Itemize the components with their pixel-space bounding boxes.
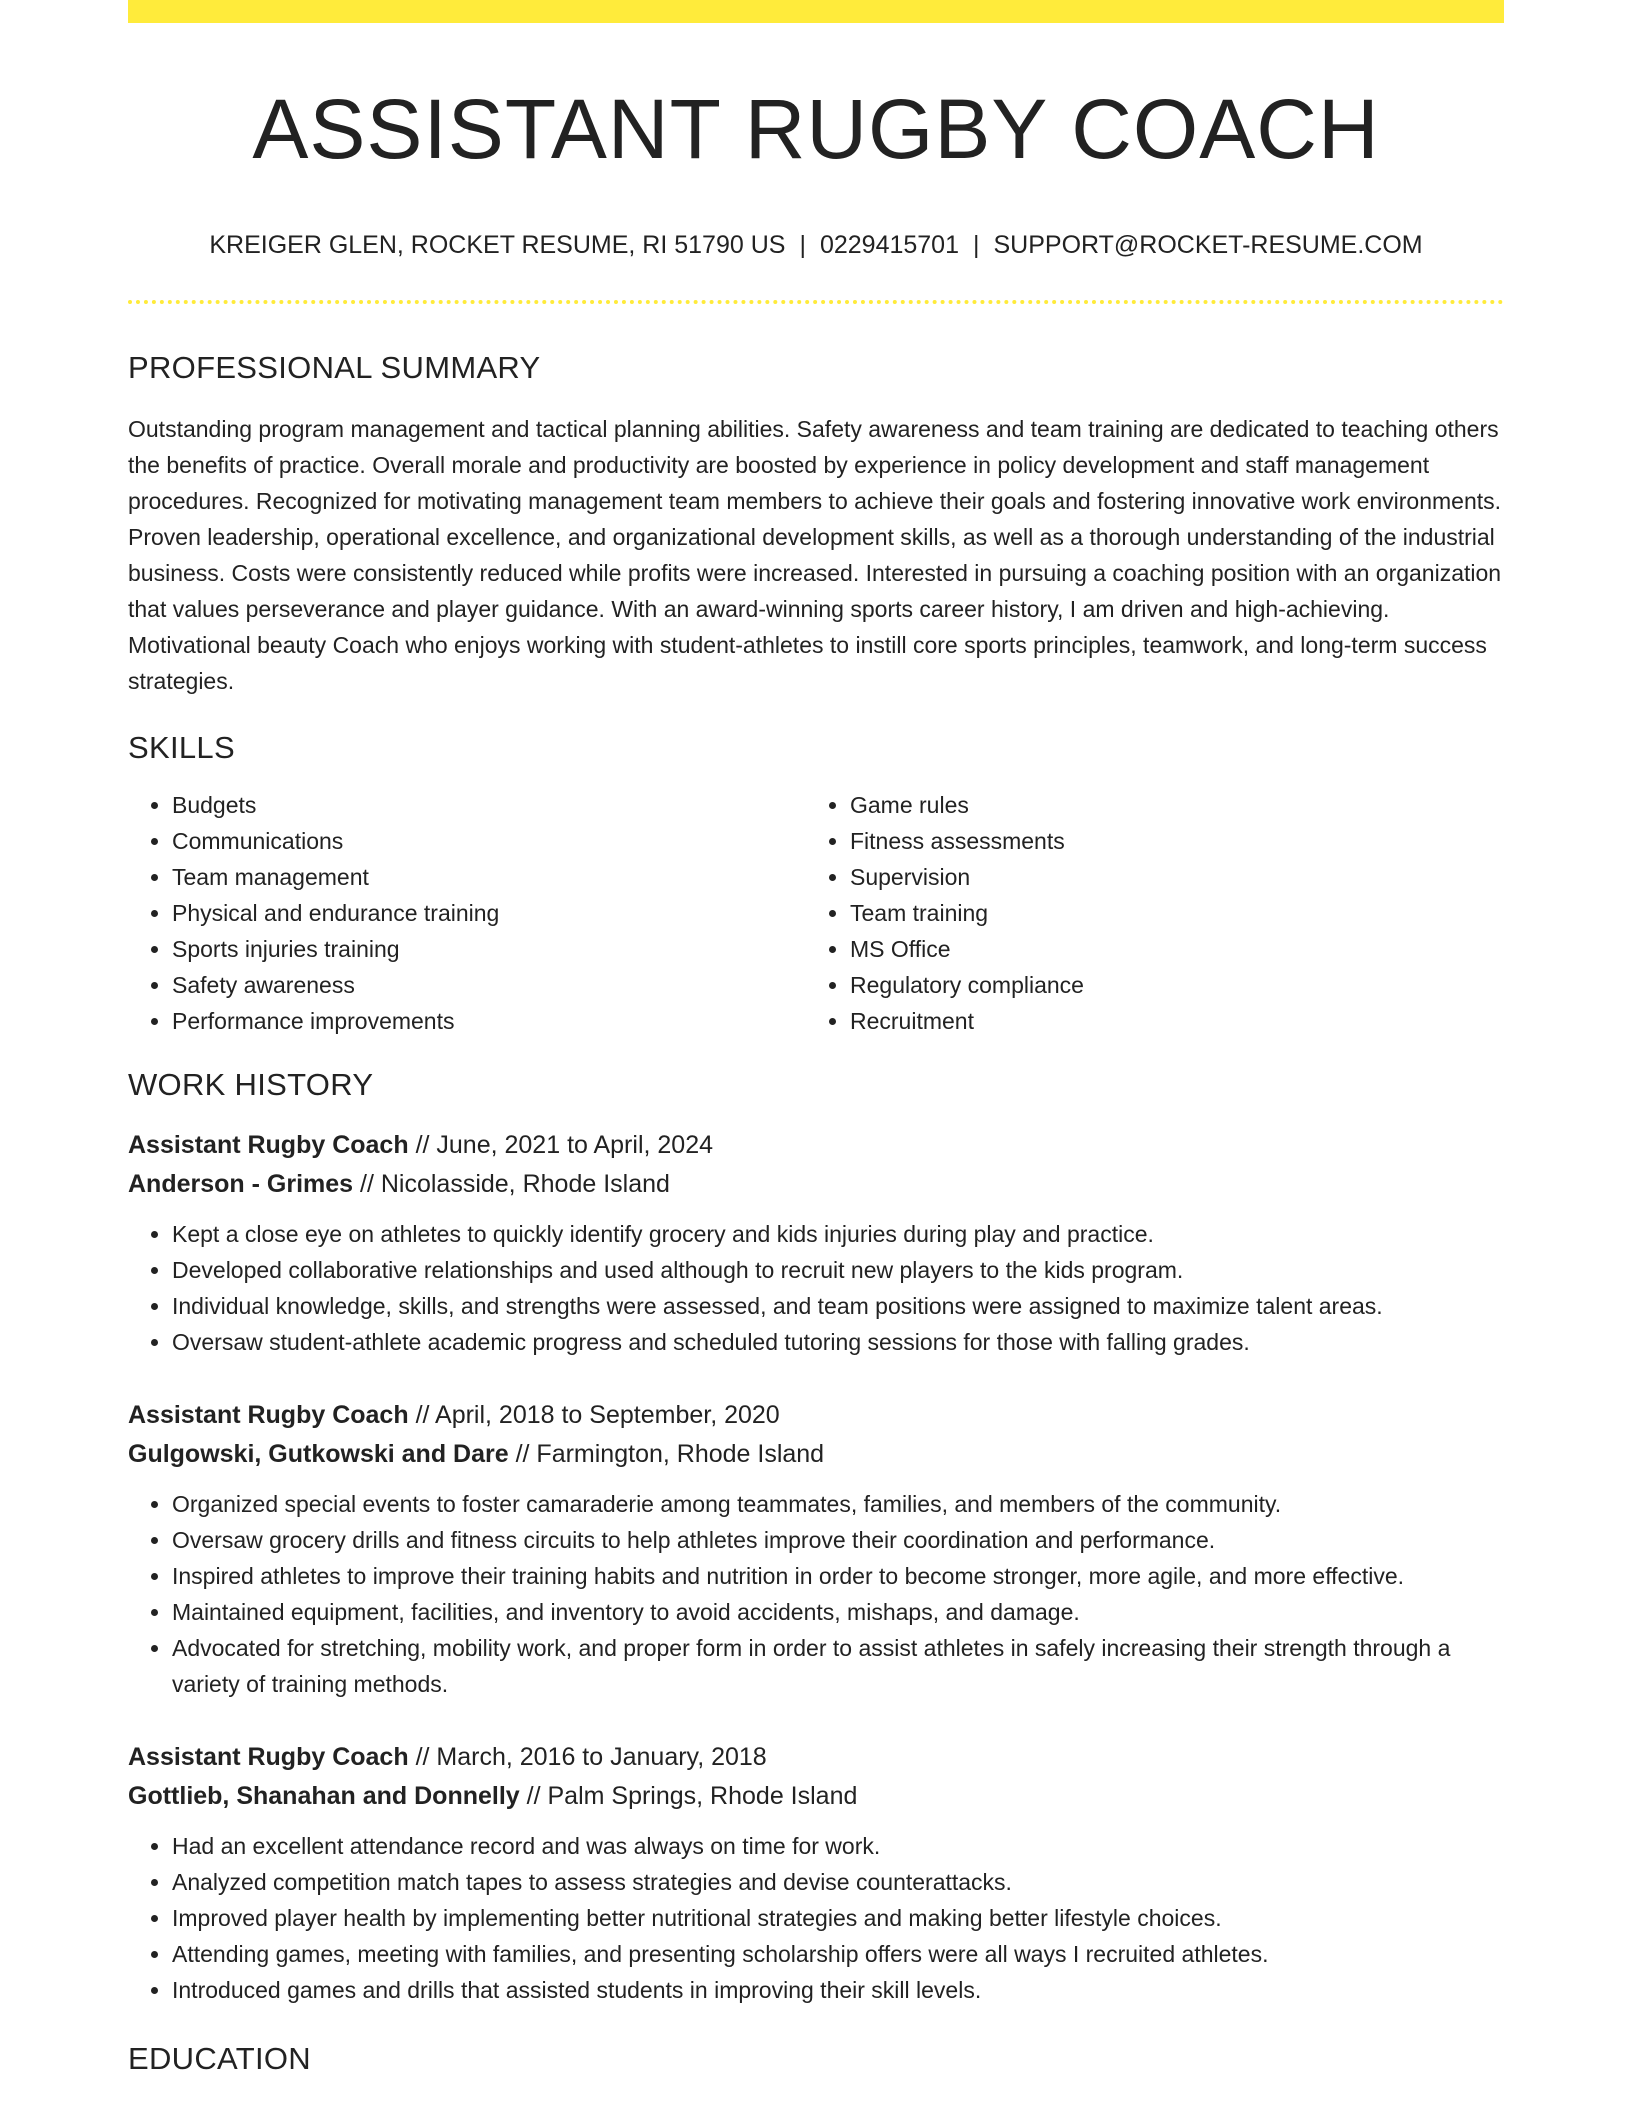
skill-item: • Supervision	[850, 859, 1484, 895]
job-bullets	[128, 1216, 1504, 1360]
job-location: // Farmington, Rhode Island	[515, 1440, 825, 1468]
job-entry	[128, 1126, 1504, 1360]
skill-item: • Communications	[172, 823, 806, 859]
job-bullet: • Organized special events to foster camaraderie among teammates, families, and members of the community.	[172, 1486, 1504, 1522]
skills-list-right	[806, 787, 1484, 1039]
education-heading: EDUCATION	[128, 2041, 311, 2076]
job-dates: // June, 2021 to April, 2024	[415, 1131, 713, 1159]
skill-item: • Team training	[850, 895, 1484, 931]
contact-line	[128, 233, 1504, 258]
job-location: // Nicolasside, Rhode Island	[360, 1170, 670, 1198]
job-bullet: • Advocated for stretching, mobility work, and proper form in order to assist athletes in safely increasing their strength through a variety of training methods.	[172, 1630, 1504, 1702]
skills-columns	[128, 787, 1504, 1039]
job-role: Assistant Rugby Coach	[128, 1743, 409, 1771]
dotted-divider	[128, 300, 1504, 304]
skill-item: • Fitness assessments	[850, 823, 1484, 859]
contact-separator: |	[799, 231, 806, 259]
contact-phone: 0229415701	[819, 231, 959, 259]
skill-item: • Physical and endurance training	[172, 895, 806, 931]
job-company-line	[128, 1435, 1504, 1474]
skill-item: • Regulatory compliance	[850, 967, 1484, 1003]
job-role: Assistant Rugby Coach	[128, 1401, 409, 1429]
job-dates: // April, 2018 to September, 2020	[415, 1401, 780, 1429]
skill-item: • Team management	[172, 859, 806, 895]
skill-item: • MS Office	[850, 931, 1484, 967]
job-bullet: • Inspired athletes to improve their training habits and nutrition in order to become stronger, more agile, and more effective.	[172, 1558, 1504, 1594]
job-role-line	[128, 1126, 1504, 1165]
job-bullet: • Analyzed competition match tapes to assess strategies and devise counterattacks.	[172, 1864, 1504, 1900]
skill-item: • Budgets	[172, 787, 806, 823]
skill-item: • Recruitment	[850, 1003, 1484, 1039]
job-entry	[128, 1396, 1504, 1702]
job-bullet: • Attending games, meeting with families, and presenting scholarship offers were all ways I recruited athletes.	[172, 1936, 1504, 1972]
job-bullet: • Had an excellent attendance record and was always on time for work.	[172, 1828, 1504, 1864]
job-location: // Palm Springs, Rhode Island	[526, 1782, 858, 1810]
job-bullet: • Developed collaborative relationships and used although to recruit new players to the kids program.	[172, 1252, 1504, 1288]
summary-heading: PROFESSIONAL SUMMARY	[128, 350, 541, 385]
job-company: Gulgowski, Gutkowski and Dare	[128, 1440, 509, 1468]
resume-title: ASSISTANT RUGBY COACH	[252, 82, 1380, 176]
accent-top-bar	[128, 0, 1504, 23]
skills-list-left	[128, 787, 806, 1039]
skills-heading: SKILLS	[128, 730, 235, 765]
job-dates: // March, 2016 to January, 2018	[415, 1743, 767, 1771]
job-role: Assistant Rugby Coach	[128, 1131, 409, 1159]
job-bullets	[128, 1828, 1504, 2008]
job-role-line	[128, 1738, 1504, 1777]
skill-item: • Sports injuries training	[172, 931, 806, 967]
job-company-line	[128, 1165, 1504, 1204]
job-bullet: • Introduced games and drills that assisted students in improving their skill levels.	[172, 1972, 1504, 2008]
summary-text: Outstanding program management and tactical planning abilities. Safety awareness and team training are dedicated to teaching others the benefits of practice. Overall morale and productivity are boosted by experience in policy development and staff management procedures. Recognized for motivating management team members to achieve their goals and fostering innovative work environments. Proven leadership, operational excellence, and organizational development skills, as well as a thorough understanding of the industrial business. Costs were consistently reduced while profits were increased. Interested in pursuing a coaching position with an organization that values perseverance and player guidance. With an award-winning sports career history, I am driven and high-achieving. Motivational beauty Coach who enjoys working with student-athletes to instill core sports principles, teamwork, and long-term success strategies.	[128, 416, 1502, 694]
job-bullet: • Kept a close eye on athletes to quickly identify grocery and kids injuries during play and practice.	[172, 1216, 1504, 1252]
contact-address: KREIGER GLEN, ROCKET RESUME, RI 51790 US	[209, 231, 786, 259]
skill-item: • Performance improvements	[172, 1003, 806, 1039]
job-bullet: • Improved player health by implementing better nutritional strategies and making better lifestyle choices.	[172, 1900, 1504, 1936]
job-bullet: • Oversaw grocery drills and fitness circuits to help athletes improve their coordination and performance.	[172, 1522, 1504, 1558]
job-company: Anderson - Grimes	[128, 1170, 354, 1198]
job-company-line	[128, 1777, 1504, 1816]
job-bullet: • Maintained equipment, facilities, and inventory to avoid accidents, mishaps, and damage.	[172, 1594, 1504, 1630]
work-history-heading: WORK HISTORY	[128, 1067, 374, 1102]
job-company: Gottlieb, Shanahan and Donnelly	[128, 1782, 520, 1810]
job-role-line	[128, 1396, 1504, 1435]
resume-page	[128, 0, 1504, 2074]
job-entry	[128, 1738, 1504, 2008]
job-bullet: • Individual knowledge, skills, and strengths were assessed, and team positions were assigned to maximize talent areas.	[172, 1288, 1504, 1324]
skill-item: • Game rules	[850, 787, 1484, 823]
job-bullets	[128, 1486, 1504, 1702]
contact-separator: |	[973, 231, 980, 259]
skill-item: • Safety awareness	[172, 967, 806, 1003]
job-bullet: • Oversaw student-athlete academic progress and scheduled tutoring sessions for those with falling grades.	[172, 1324, 1504, 1360]
contact-email: SUPPORT@ROCKET-RESUME.COM	[993, 231, 1423, 259]
